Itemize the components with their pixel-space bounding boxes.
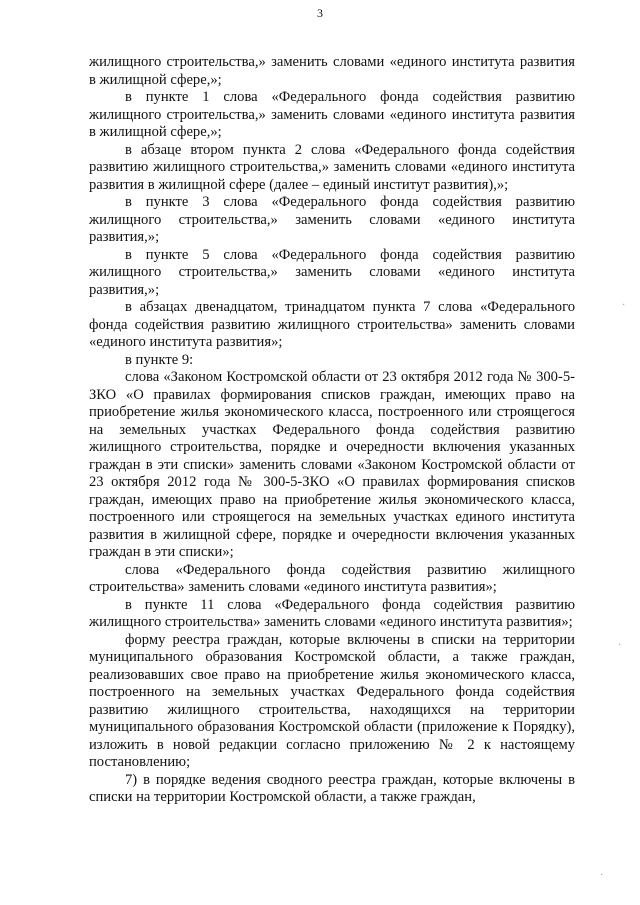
paragraph-9: слова «Федерального фонда содействия развитию жилищного строительства» заменить словами «единого института развития»;	[89, 561, 575, 595]
paragraph-11: форму реестра граждан, которые включены в списки на территории муниципального образования Костромской области, а также граждан, реализовавших свое право на приобретение жилья экономического класса, построенного на земельных участках Федерального фонда содействия развитию жилищного строительства, находящихся на территории муниципального образования Костромской области (приложение к Порядку), изложить в новой редакции согласно приложению № 2 к настоящему постановлению;	[89, 631, 575, 770]
paragraph-12: 7) в порядке ведения сводного реестра граждан, которые включены в списки на территории Костромской области, а также граждан,	[89, 771, 575, 805]
paragraph-4: в пункте 3 слова «Федерального фонда содействия развитию жилищного строительства,» заменить словами «единого института развития,»;	[89, 194, 575, 245]
paragraph-10: в пункте 11 слова «Федерального фонда содействия развитию жилищного строительства» заменить словами «единого института развития»;	[89, 596, 575, 630]
document-body	[89, 54, 575, 807]
page-number: 3	[317, 6, 323, 20]
scan-speck: ·	[618, 640, 622, 651]
paragraph-5: в пункте 5 слова «Федерального фонда содействия развитию жилищного строительства,» заменить словами «единого института развития,»;	[89, 246, 575, 298]
paragraph-1: жилищного строительства,» заменить словами «единого института развития в жилищной сфере,»;	[89, 54, 575, 88]
paragraph-7: в пункте 9:	[125, 351, 194, 368]
paragraph-8: слова «Законом Костромской области от 23 октября 2012 года № 300-5-ЗКО «О правилах формирования списков граждан, имеющих право на приобретение жилья экономического класса, построенного или строящегося на земельных участках Федерального фонда содействия развитию жилищного строительства, порядке и очередности включения указанных граждан в эти списки» заменить словами «Законом Костромской области от 23 октября 2012 года № 300-5-ЗКО «О правилах формирования списков граждан, имеющих право на приобретение жилья экономического класса, построенного или строящегося на земельных участках единого института развития в жилищной сфере, порядке и очередности включения указанных граждан в эти списки»;	[89, 369, 575, 560]
scan-speck: ·	[600, 870, 604, 881]
paragraph-6: в абзацах двенадцатом, тринадцатом пункта 7 слова «Федерального фонда содействия развитию жилищного строительства» заменить словами «единого института развития»;	[89, 299, 575, 350]
paragraph-3: в абзаце втором пункта 2 слова «Федерального фонда содействия развитию жилищного строительства,» заменить словами «единого института развития в жилищной сфере (далее – единый институт развития),»;	[89, 141, 575, 193]
paragraph-2: в пункте 1 слова «Федерального фонда содействия развитию жилищного строительства,» заменить словами «единого института развития в жилищной сфере,»;	[89, 89, 575, 140]
scan-speck: ·	[622, 300, 626, 311]
